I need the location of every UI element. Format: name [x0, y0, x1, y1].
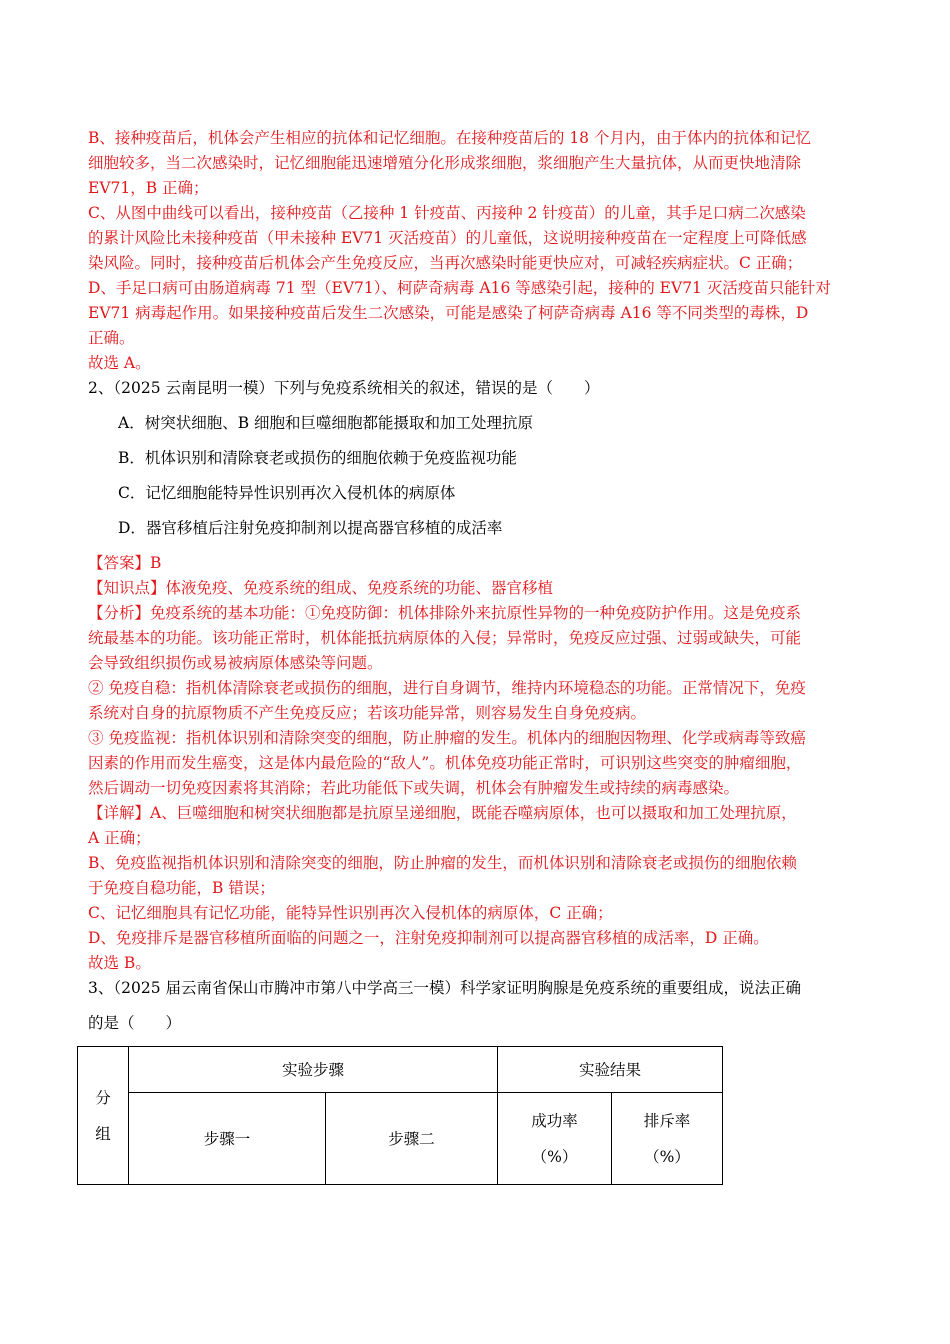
rejection-rate-unit: （%）: [644, 1147, 690, 1166]
q2-knowledge: 【知识点】体液免疫、免疫系统的组成、免疫系统的功能、器官移植: [88, 579, 554, 597]
rejection-rate-label: 排斥率: [643, 1111, 691, 1130]
q3-stem-line2: 的是（ ）: [88, 1014, 182, 1032]
q2-analysis-3a: ③ 免疫监视：指机体识别和清除突变的细胞，防止肿瘤的发生。机体内的细胞因物理、化学或病毒等致癌: [88, 729, 806, 747]
prev-detail-b-line2: 细胞较多，当二次感染时，记忆细胞能迅速增殖分化形成浆细胞，浆细胞产生大量抗体，从而更快地清除: [88, 154, 802, 172]
step2-header: 步骤二: [326, 1093, 498, 1185]
q2-detail-b2: 于免疫自稳功能，B 错误；: [88, 879, 275, 897]
group-header-cell: [78, 1047, 129, 1185]
prev-detail-d-line2: EV71 病毒起作用。如果接种疫苗后发生二次感染，可能是感染了柯萨奇病毒 A16 等不同类型的毒株，D: [88, 304, 809, 322]
success-rate-label: 成功率: [531, 1111, 578, 1130]
q2-stem: 2、（2025 云南昆明一模）下列与免疫系统相关的叙述，错误的是（ ）: [88, 379, 600, 397]
q2-detail-a2: A 正确；: [88, 829, 151, 847]
q2-detail-a1: 【详解】A、巨噬细胞和树突状细胞都是抗原呈递细胞，既能吞噬病原体，也可以摄取和加工处理抗原，: [88, 804, 797, 822]
success-rate-unit: （%）: [531, 1147, 578, 1166]
q2-detail-d: D、免疫排斥是器官移植所面临的问题之一，注射免疫抑制剂可以提高器官移植的成活率，D 正确。: [88, 929, 769, 947]
q2-analysis-3c: 然后调动一切免疫因素将其消除；若此功能低下或失调，机体会有肿瘤发生或持续的病毒感染。: [88, 779, 740, 797]
q2-detail-b1: B、免疫监视指机体识别和清除突变的细胞，防止肿瘤的发生，而机体识别和清除衰老或损伤的细胞依赖: [88, 854, 797, 872]
prev-detail-b-line1: B、接种疫苗后，机体会产生相应的抗体和记忆细胞。在接种疫苗后的 18 个月内，由于体内的抗体和记忆: [88, 129, 811, 147]
prev-detail-d-line1: D、手足口病可由肠道病毒 71 型（EV71）、柯萨奇病毒 A16 等感染引起，接种的 EV71 灭活疫苗只能针对: [88, 279, 831, 297]
step1-header: 步骤一: [129, 1093, 326, 1185]
prev-detail-c-line3: 染风险。同时，接种疫苗后机体会产生免疫反应，当再次感染时能更快应对，可减轻疾病症状。C 正确；: [88, 254, 803, 272]
q2-option-d: D．器官移植后注射免疫抑制剂以提高器官移植的成活率: [118, 519, 503, 537]
q2-analysis-1c: 会导致组织损伤或易被病原体感染等问题。: [88, 654, 383, 672]
q2-analysis-2a: ② 免疫自稳：指机体清除衰老或损伤的细胞，进行自身调节，维持内环境稳态的功能。正常情况下，免疫: [88, 679, 806, 697]
success-rate-header: [498, 1093, 612, 1185]
rejection-rate-header: [612, 1093, 723, 1185]
q2-analysis-1b: 统最基本的功能。该功能正常时，机体能抵抗病原体的入侵；异常时，免疫反应过强、过弱或缺失，可能: [88, 629, 802, 647]
q2-option-c: C．记忆细胞能特异性识别再次入侵机体的病原体: [118, 484, 456, 502]
prev-detail-d-line3: 正确。: [88, 329, 135, 347]
q3-stem-line1: 3、（2025 届云南省保山市腾冲市第八中学高三一模）科学家证明胸腺是免疫系统的重要组成，说法正确: [88, 979, 801, 997]
steps-header: 实验步骤: [129, 1047, 498, 1093]
prev-detail-b-line3: EV71，B 正确；: [88, 179, 209, 197]
q2-option-a: A．树突状细胞、B 细胞和巨噬细胞都能摄取和加工处理抗原: [118, 414, 534, 432]
q2-analysis-3b: 因素的作用而发生癌变，这是体内最危险的“敌人”。机体免疫功能正常时，可识别这些突变的肿瘤细胞，: [88, 754, 802, 772]
results-header: 实验结果: [498, 1047, 723, 1093]
q2-analysis-2b: 系统对自身的抗原物质不产生免疫反应；若该功能异常，则容易发生自身免疫病。: [88, 704, 647, 722]
group-header-char2: 组: [95, 1124, 111, 1143]
prev-conclusion: 故选 A。: [88, 354, 151, 372]
q2-answer: 【答案】B: [88, 554, 162, 572]
prev-detail-c-line1: C、从图中曲线可以看出，接种疫苗（乙接种 1 针疫苗、丙接种 2 针疫苗）的儿童，其手足口病二次感染: [88, 204, 806, 222]
q2-detail-c: C、记忆细胞具有记忆功能，能特异性识别再次入侵机体的病原体，C 正确；: [88, 904, 613, 922]
q2-option-b: B．机体识别和清除衰老或损伤的细胞依赖于免疫监视功能: [118, 449, 517, 467]
prev-detail-c-line2: 的累计风险比未接种疫苗（甲未接种 EV71 灭活疫苗）的儿童低，这说明接种疫苗在一定程度上可降低感: [88, 229, 807, 247]
q2-analysis-1a: 【分析】免疫系统的基本功能：①免疫防御：机体排除外来抗原性异物的一种免疫防护作用。这是免疫系: [88, 604, 802, 622]
q2-conclusion: 故选 B。: [88, 954, 151, 972]
experiment-table: [77, 1046, 723, 1185]
group-header-char1: 分: [95, 1088, 111, 1107]
